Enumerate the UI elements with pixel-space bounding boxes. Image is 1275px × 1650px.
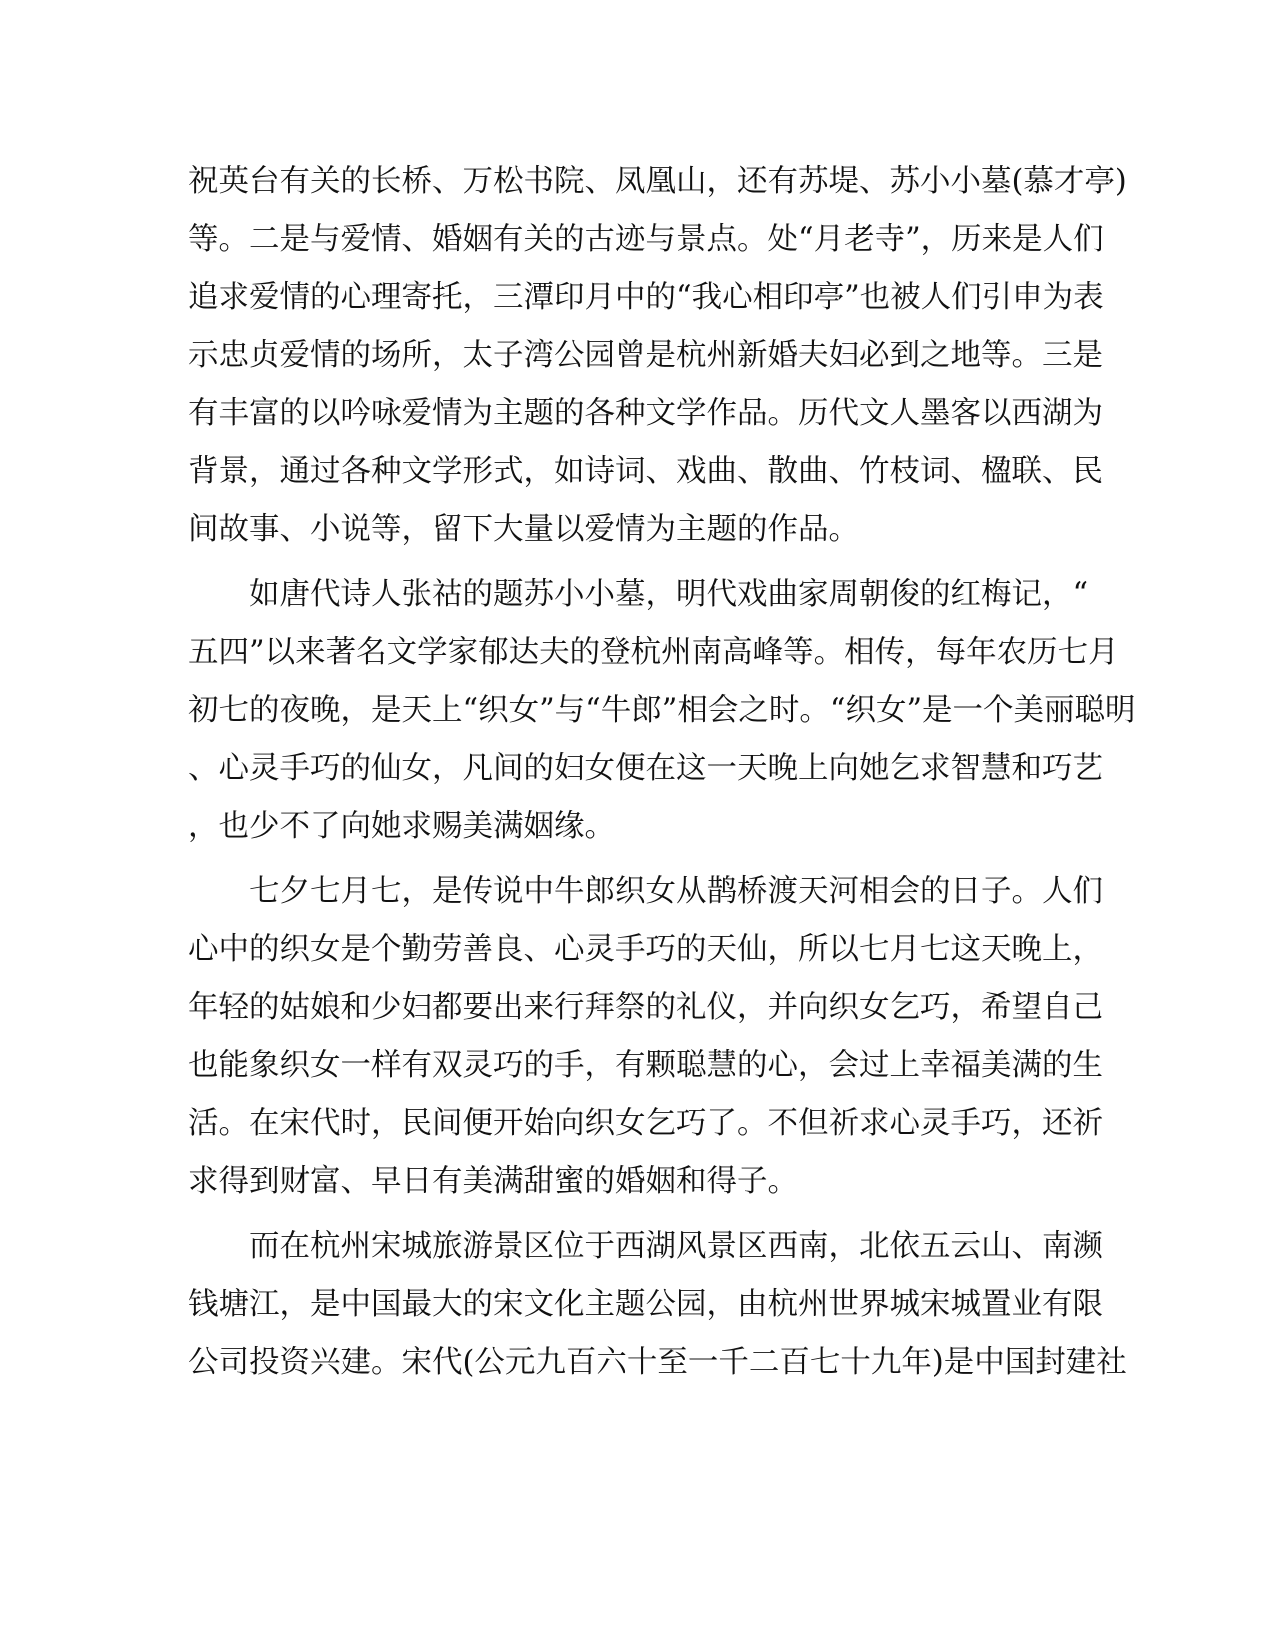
text-line: 七夕七月七，是传说中牛郎织女从鹊桥渡天河相会的日子。人们 xyxy=(188,874,1103,909)
text-line: 背景，通过各种文学形式，如诗词、戏曲、散曲、竹枝词、楹联、民 xyxy=(188,454,1103,489)
text-line: 活。在宋代时，民间便开始向织女乞巧了。不但祈求心灵手巧，还祈 xyxy=(188,1106,1103,1141)
text-line: 等。二是与爱情、婚姻有关的古迹与景点。处“月老寺”，历来是人们 xyxy=(188,222,1104,257)
text-line: ，也少不了向她求赐美满姻缘。 xyxy=(188,809,615,844)
text-line: 间故事、小说等，留下大量以爱情为主题的作品。 xyxy=(188,512,859,547)
text-line: 求得到财富、早日有美满甜蜜的婚姻和得子。 xyxy=(188,1164,798,1199)
text-line: 祝英台有关的长桥、万松书院、凤凰山，还有苏堤、苏小小墓(慕才亭) xyxy=(188,164,1127,199)
text-line: 年轻的姑娘和少妇都要出来行拜祭的礼仪，并向织女乞巧，希望自己 xyxy=(188,990,1103,1025)
text-line: 初七的夜晚，是天上“织女”与“牛郎”相会之时。“织女”是一个美丽聪明 xyxy=(188,693,1136,728)
text-line: 有丰富的以吟咏爱情为主题的各种文学作品。历代文人墨客以西湖为 xyxy=(188,396,1103,431)
text-line: 如唐代诗人张祜的题苏小小墓，明代戏曲家周朝俊的红梅记，“ xyxy=(188,577,1089,612)
text-line: 也能象织女一样有双灵巧的手，有颗聪慧的心，会过上幸福美满的生 xyxy=(188,1048,1103,1083)
text-line: 公司投资兴建。宋代(公元九百六十至一千二百七十九年)是中国封建社 xyxy=(188,1345,1127,1380)
text-line: 追求爱情的心理寄托，三潭印月中的“我心相印亭”也被人们引申为表 xyxy=(188,280,1104,315)
text-line: 、心灵手巧的仙女，凡间的妇女便在这一天晚上向她乞求智慧和巧艺 xyxy=(188,751,1103,786)
text-line: 心中的织女是个勤劳善良、心灵手巧的天仙，所以七月七这天晚上， xyxy=(188,932,1103,967)
text-line: 示忠贞爱情的场所，太子湾公园曾是杭州新婚夫妇必到之地等。三是 xyxy=(188,338,1103,373)
text-line: 五四”以来著名文学家郁达夫的登杭州南高峰等。相传，每年农历七月 xyxy=(188,635,1119,670)
text-line: 而在杭州宋城旅游景区位于西湖风景区西南，北依五云山、南濒 xyxy=(188,1229,1103,1264)
text-line: 钱塘江，是中国最大的宋文化主题公园，由杭州世界城宋城置业有限 xyxy=(188,1287,1103,1322)
